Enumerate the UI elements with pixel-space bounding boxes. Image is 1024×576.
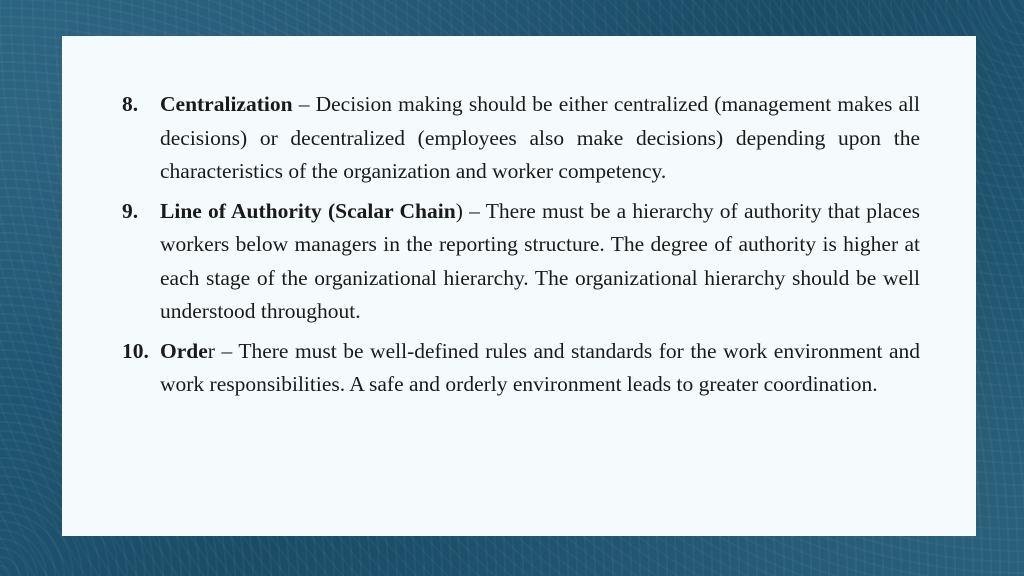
item-number: 10. <box>122 338 149 363</box>
list-item-line-of-authority <box>122 195 920 329</box>
item-body <box>160 335 920 402</box>
list-item-order <box>122 335 920 402</box>
item-body <box>160 195 920 329</box>
item-number: 9. <box>122 198 139 223</box>
item-text: – Decision making should be either centralized (management makes all decisions) or decentralized (employees also make decisions) depending upon the characteristics of the organization and worker competency. <box>160 92 920 183</box>
list-item-centralization <box>122 88 920 189</box>
item-body <box>160 88 920 189</box>
item-term-rest: r <box>207 338 215 363</box>
item-term: Orde <box>160 338 208 363</box>
item-term: Line of Authority (Scalar Chain <box>160 198 456 223</box>
principles-list <box>122 88 920 408</box>
item-text: – There must be well-defined rules and standards for the work environment and work responsibilities. A safe and orderly environment leads to greater coordination. <box>160 338 920 396</box>
item-term-rest: ) <box>455 198 463 223</box>
item-number: 8. <box>122 92 139 116</box>
item-text: – There must be a hierarchy of authority that places workers below managers in the reporting structure. The degree of authority is higher at each stage of the organizational hierarchy. The organizational hierarchy should be well understood throughout. <box>160 198 920 323</box>
item-term: Centralization <box>160 92 293 116</box>
